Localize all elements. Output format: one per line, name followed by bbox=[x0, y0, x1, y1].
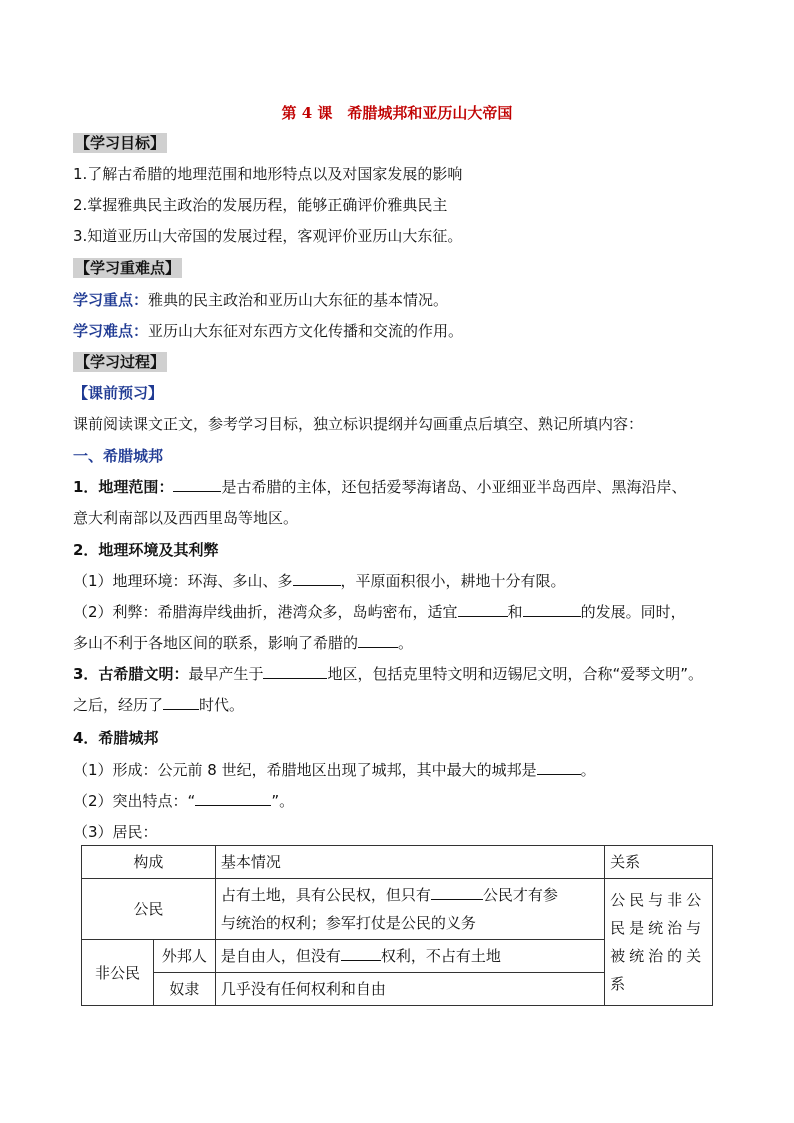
item-4-1-text-end: 。 bbox=[580, 761, 596, 779]
header-basic: 基本情况 bbox=[215, 846, 604, 879]
header-composition: 构成 bbox=[82, 846, 216, 879]
difficulty-line bbox=[73, 321, 463, 341]
blank-field[interactable] bbox=[458, 602, 508, 617]
blank-field[interactable] bbox=[341, 946, 381, 961]
item-2-1-text: （1）地理环境：环海、多山、多 bbox=[73, 572, 293, 590]
preview-heading: 【课前预习】 bbox=[73, 384, 164, 402]
item-2-2-text: （2）利弊：希腊海岸线曲折，港湾众多，岛屿密布，适宜 bbox=[73, 603, 458, 621]
item-2-2-text-cont: 多山不利于各地区间的联系，影响了希腊的 bbox=[73, 634, 359, 652]
cell-slave-info: 几乎没有任何权利和自由 bbox=[215, 973, 604, 1006]
item-1-text: 是古希腊的主体，还包括爱琴海诸岛、小亚细亚半岛西岸、黑海沿岸、 bbox=[221, 478, 687, 496]
cell-noncitizen: 非公民 bbox=[82, 940, 154, 1006]
citizen-info-c: 与统治的权利；参军打仗是公民的义务 bbox=[220, 914, 476, 932]
citizen-info-b: 公民才有参 bbox=[482, 886, 558, 904]
residents-table bbox=[81, 845, 713, 1006]
page-title: 第 4 课 希腊城邦和亚历山大帝国 bbox=[281, 104, 513, 122]
cell-citizen-info bbox=[215, 879, 604, 940]
item-4-1 bbox=[73, 760, 596, 780]
cell-foreigner: 外邦人 bbox=[153, 940, 215, 973]
item-1-label: 1．地理范围： bbox=[73, 478, 174, 496]
blank-field[interactable] bbox=[173, 477, 221, 492]
item-4-heading: 4．希腊城邦 bbox=[73, 729, 159, 747]
goal-1: 1.了解古希腊的地理范围和地形特点以及对国家发展的影响 bbox=[73, 165, 463, 183]
item-4-3: （3）居民： bbox=[73, 823, 158, 841]
item-2-2-cont bbox=[73, 633, 413, 653]
item-4-2-text-end: ”。 bbox=[271, 792, 295, 810]
blank-field[interactable] bbox=[358, 633, 398, 648]
goal-3: 3.知道亚历山大帝国的发展过程，客观评价亚历山大东征。 bbox=[73, 227, 463, 245]
foreigner-info-a: 是自由人，但没有 bbox=[220, 947, 341, 965]
difficulty-label: 学习难点： bbox=[73, 322, 149, 340]
item-1-line-a bbox=[73, 477, 686, 497]
table-row bbox=[82, 879, 713, 940]
item-2-heading: 2．地理环境及其利弊 bbox=[73, 541, 219, 559]
cell-citizen: 公民 bbox=[82, 879, 216, 940]
item-4-1-text: （1）形成：公元前 8 世纪，希腊地区出现了城邦，其中最大的城邦是 bbox=[73, 761, 537, 779]
difficulty-text: 亚历山大东征对东西方文化传播和交流的作用。 bbox=[148, 322, 464, 340]
blank-field[interactable] bbox=[263, 664, 327, 679]
item-2-1 bbox=[73, 571, 566, 591]
item-3-text-cont-end: 时代。 bbox=[199, 696, 245, 714]
blank-field[interactable] bbox=[163, 695, 199, 710]
section-goals: 【学习目标】 bbox=[75, 134, 166, 152]
item-3-text: 最早产生于 bbox=[188, 665, 264, 683]
blank-field[interactable] bbox=[431, 885, 483, 900]
focus-text: 雅典的民主政治和亚历山大东征的基本情况。 bbox=[148, 291, 449, 309]
cell-relation: 公民与非公民是统治与被统治的关系 bbox=[605, 879, 713, 1006]
cell-foreigner-info bbox=[215, 940, 604, 973]
item-2-2 bbox=[73, 602, 686, 622]
item-4-2 bbox=[73, 791, 294, 811]
table-header-row bbox=[82, 846, 713, 879]
blank-field[interactable] bbox=[293, 571, 341, 586]
section-process: 【学习过程】 bbox=[75, 353, 166, 371]
item-4-2-text: （2）突出特点：“ bbox=[73, 792, 196, 810]
blank-field[interactable] bbox=[523, 602, 581, 617]
foreigner-info-b: 权利，不占有土地 bbox=[380, 947, 501, 965]
part-heading: 一、希腊城邦 bbox=[73, 447, 164, 465]
item-3-cont bbox=[73, 695, 244, 715]
focus-line bbox=[73, 290, 448, 310]
item-2-1-text-end: ，平原面积很小，耕地十分有限。 bbox=[340, 572, 566, 590]
header-relation: 关系 bbox=[605, 846, 713, 879]
item-3-label: 3．古希腊文明： bbox=[73, 665, 189, 683]
preview-intro: 课前阅读课文正文，参考学习目标，独立标识提纲并勾画重点后填空、熟记所填内容： bbox=[73, 415, 644, 433]
item-3-text-end: 地区，包括克里特文明和迈锡尼文明，合称“爱琴文明”。 bbox=[327, 665, 704, 683]
cell-slave: 奴隶 bbox=[153, 973, 215, 1006]
item-3 bbox=[73, 664, 703, 684]
item-3-text-cont: 之后，经历了 bbox=[73, 696, 164, 714]
blank-field[interactable] bbox=[195, 791, 271, 806]
focus-label: 学习重点： bbox=[73, 291, 149, 309]
section-key-points: 【学习重难点】 bbox=[75, 259, 181, 277]
item-1-line-b: 意大利南部以及西西里岛等地区。 bbox=[73, 509, 299, 527]
item-2-2-and: 和 bbox=[507, 603, 523, 621]
item-2-2-text-end: 。 bbox=[398, 634, 414, 652]
item-2-2-text-mid: 的发展。同时， bbox=[580, 603, 686, 621]
goal-2: 2.掌握雅典民主政治的发展历程，能够正确评价雅典民主 bbox=[73, 196, 448, 214]
blank-field[interactable] bbox=[537, 760, 581, 775]
citizen-info-a: 占有土地，具有公民权，但只有 bbox=[220, 886, 431, 904]
